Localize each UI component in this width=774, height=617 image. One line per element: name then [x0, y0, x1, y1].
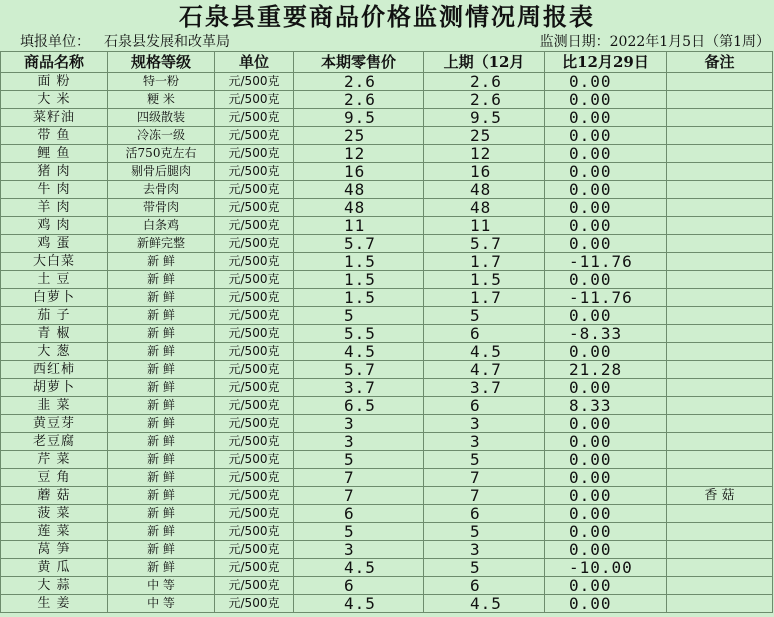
unit-cell: 元/500克 [215, 253, 294, 271]
spec-cell: 新 鲜 [108, 415, 215, 433]
table-body [1, 73, 773, 613]
note-cell [667, 109, 773, 127]
current-price-cell: 2.6 [294, 91, 424, 109]
current-price-cell: 4.5 [294, 595, 424, 613]
note-cell [667, 451, 773, 469]
note-cell [667, 469, 773, 487]
unit-cell: 元/500克 [215, 145, 294, 163]
change-cell: -11.76 [545, 289, 667, 307]
spec-cell: 新 鲜 [108, 361, 215, 379]
change-cell: 0.00 [545, 595, 667, 613]
spec-cell: 剔骨后腿肉 [108, 163, 215, 181]
previous-price-cell: 3 [424, 541, 545, 559]
header-change: 比12月29日 [545, 52, 667, 73]
previous-price-cell: 9.5 [424, 109, 545, 127]
change-cell: 0.00 [545, 181, 667, 199]
change-cell: 0.00 [545, 109, 667, 127]
unit-cell: 元/500克 [215, 109, 294, 127]
spec-cell: 特一粉 [108, 73, 215, 91]
product-name-cell: 老豆腐 [1, 433, 108, 451]
spec-cell: 新鲜完整 [108, 235, 215, 253]
note-cell [667, 577, 773, 595]
unit-cell: 元/500克 [215, 433, 294, 451]
unit-cell: 元/500克 [215, 217, 294, 235]
spec-cell: 新 鲜 [108, 433, 215, 451]
note-cell [667, 379, 773, 397]
unit-cell: 元/500克 [215, 397, 294, 415]
change-cell: 0.00 [545, 523, 667, 541]
previous-price-cell: 11 [424, 217, 545, 235]
spec-cell: 中 等 [108, 595, 215, 613]
product-name-cell: 鲤 鱼 [1, 145, 108, 163]
table-row [1, 109, 773, 127]
spec-cell: 新 鲜 [108, 289, 215, 307]
date-label: 监测日期： [539, 34, 610, 50]
previous-price-cell: 48 [424, 199, 545, 217]
note-cell [667, 307, 773, 325]
note-cell [667, 361, 773, 379]
current-price-cell: 3 [294, 541, 424, 559]
current-price-cell: 5 [294, 451, 424, 469]
previous-price-cell: 16 [424, 163, 545, 181]
spec-cell: 去骨肉 [108, 181, 215, 199]
previous-price-cell: 25 [424, 127, 545, 145]
note-cell [667, 595, 773, 613]
unit-cell: 元/500克 [215, 379, 294, 397]
previous-price-cell: 4.5 [424, 343, 545, 361]
unit-cell: 元/500克 [215, 307, 294, 325]
unit-cell: 元/500克 [215, 181, 294, 199]
table-row [1, 577, 773, 595]
current-price-cell: 16 [294, 163, 424, 181]
unit-cell: 元/500克 [215, 595, 294, 613]
spec-cell: 新 鲜 [108, 487, 215, 505]
reporter-name: 石泉县发展和改革局 [104, 34, 230, 50]
note-cell [667, 325, 773, 343]
spec-cell: 新 鲜 [108, 469, 215, 487]
change-cell: 21.28 [545, 361, 667, 379]
unit-cell: 元/500克 [215, 271, 294, 289]
note-cell [667, 505, 773, 523]
table-row [1, 523, 773, 541]
note-cell [667, 289, 773, 307]
unit-cell: 元/500克 [215, 559, 294, 577]
reporter-label: 填报单位： [20, 34, 90, 50]
spec-cell: 四级散装 [108, 109, 215, 127]
current-price-cell: 5 [294, 307, 424, 325]
table-row [1, 73, 773, 91]
table-row [1, 433, 773, 451]
previous-price-cell: 4.5 [424, 595, 545, 613]
note-cell [667, 343, 773, 361]
current-price-cell: 48 [294, 199, 424, 217]
previous-price-cell: 5 [424, 307, 545, 325]
product-name-cell: 菜籽油 [1, 109, 108, 127]
product-name-cell: 牛 肉 [1, 181, 108, 199]
previous-price-cell: 5 [424, 451, 545, 469]
note-cell [667, 217, 773, 235]
previous-price-cell: 6 [424, 505, 545, 523]
note-cell [667, 73, 773, 91]
note-cell [667, 163, 773, 181]
change-cell: -11.76 [545, 253, 667, 271]
unit-cell: 元/500克 [215, 523, 294, 541]
unit-cell: 元/500克 [215, 199, 294, 217]
spec-cell: 新 鲜 [108, 505, 215, 523]
change-cell: 0.00 [545, 415, 667, 433]
note-cell [667, 559, 773, 577]
change-cell: 0.00 [545, 235, 667, 253]
spec-cell: 新 鲜 [108, 271, 215, 289]
table-row [1, 451, 773, 469]
table-row [1, 127, 773, 145]
current-price-cell: 1.5 [294, 271, 424, 289]
change-cell: 0.00 [545, 487, 667, 505]
previous-price-cell: 6 [424, 577, 545, 595]
change-cell: 0.00 [545, 145, 667, 163]
table-row [1, 271, 773, 289]
change-cell: -8.33 [545, 325, 667, 343]
spec-cell: 新 鲜 [108, 523, 215, 541]
spec-cell: 新 鲜 [108, 253, 215, 271]
change-cell: 0.00 [545, 433, 667, 451]
change-cell: 0.00 [545, 379, 667, 397]
table-row [1, 379, 773, 397]
previous-price-cell: 4.7 [424, 361, 545, 379]
note-cell [667, 253, 773, 271]
unit-cell: 元/500克 [215, 415, 294, 433]
previous-price-cell: 1.5 [424, 271, 545, 289]
previous-price-cell: 2.6 [424, 91, 545, 109]
previous-price-cell: 5.7 [424, 235, 545, 253]
previous-price-cell: 1.7 [424, 253, 545, 271]
current-price-cell: 3 [294, 415, 424, 433]
previous-price-cell: 2.6 [424, 73, 545, 91]
table-row [1, 253, 773, 271]
current-price-cell: 7 [294, 469, 424, 487]
header-spec: 规格等级 [108, 52, 215, 73]
note-cell [667, 541, 773, 559]
unit-cell: 元/500克 [215, 361, 294, 379]
spec-cell: 活750克左右 [108, 145, 215, 163]
product-name-cell: 猪 肉 [1, 163, 108, 181]
spec-cell: 新 鲜 [108, 307, 215, 325]
spec-cell: 中 等 [108, 577, 215, 595]
unit-cell: 元/500克 [215, 73, 294, 91]
previous-price-cell: 5 [424, 523, 545, 541]
unit-cell: 元/500克 [215, 541, 294, 559]
previous-price-cell: 7 [424, 487, 545, 505]
product-name-cell: 黄 瓜 [1, 559, 108, 577]
change-cell: 0.00 [545, 127, 667, 145]
unit-cell: 元/500克 [215, 343, 294, 361]
current-price-cell: 6 [294, 577, 424, 595]
current-price-cell: 5 [294, 523, 424, 541]
product-name-cell: 茄 子 [1, 307, 108, 325]
table-row [1, 145, 773, 163]
table-row [1, 595, 773, 613]
report-title: 石泉县重要商品价格监测情况周报表 [179, 2, 595, 31]
previous-price-cell: 3 [424, 415, 545, 433]
product-name-cell: 豆 角 [1, 469, 108, 487]
change-cell: 0.00 [545, 199, 667, 217]
product-name-cell: 大 米 [1, 91, 108, 109]
change-cell: 0.00 [545, 343, 667, 361]
header-note: 备注 [667, 52, 773, 73]
table-row [1, 181, 773, 199]
product-name-cell: 生 姜 [1, 595, 108, 613]
current-price-cell: 5.7 [294, 361, 424, 379]
change-cell: 0.00 [545, 451, 667, 469]
change-cell: 0.00 [545, 505, 667, 523]
product-name-cell: 莴 笋 [1, 541, 108, 559]
unit-cell: 元/500克 [215, 235, 294, 253]
product-name-cell: 土 豆 [1, 271, 108, 289]
product-name-cell: 芹 菜 [1, 451, 108, 469]
table-row [1, 235, 773, 253]
unit-cell: 元/500克 [215, 487, 294, 505]
previous-price-cell: 48 [424, 181, 545, 199]
current-price-cell: 7 [294, 487, 424, 505]
change-cell: 0.00 [545, 541, 667, 559]
table-row [1, 361, 773, 379]
product-name-cell: 白萝卜 [1, 289, 108, 307]
spec-cell: 粳 米 [108, 91, 215, 109]
product-name-cell: 菠 菜 [1, 505, 108, 523]
product-name-cell: 莲 菜 [1, 523, 108, 541]
table-row [1, 343, 773, 361]
current-price-cell: 6.5 [294, 397, 424, 415]
product-name-cell: 大 葱 [1, 343, 108, 361]
previous-price-cell: 12 [424, 145, 545, 163]
change-cell: 0.00 [545, 217, 667, 235]
table-header-row [1, 52, 773, 73]
note-cell [667, 91, 773, 109]
current-price-cell: 12 [294, 145, 424, 163]
table-row [1, 541, 773, 559]
current-price-cell: 6 [294, 505, 424, 523]
spec-cell: 冷冻一级 [108, 127, 215, 145]
change-cell: 8.33 [545, 397, 667, 415]
header-unit: 单位 [215, 52, 294, 73]
price-table [0, 51, 773, 613]
product-name-cell: 鸡 蛋 [1, 235, 108, 253]
current-price-cell: 4.5 [294, 559, 424, 577]
report-info-row [0, 33, 774, 51]
header-product-name: 商品名称 [1, 52, 108, 73]
spec-cell: 新 鲜 [108, 379, 215, 397]
current-price-cell: 4.5 [294, 343, 424, 361]
change-cell: 0.00 [545, 91, 667, 109]
table-row [1, 289, 773, 307]
product-name-cell: 大白菜 [1, 253, 108, 271]
unit-cell: 元/500克 [215, 127, 294, 145]
product-name-cell: 青 椒 [1, 325, 108, 343]
note-cell [667, 181, 773, 199]
spec-cell: 新 鲜 [108, 343, 215, 361]
spec-cell: 新 鲜 [108, 397, 215, 415]
change-cell: 0.00 [545, 271, 667, 289]
table-row [1, 325, 773, 343]
product-name-cell: 西红柿 [1, 361, 108, 379]
header-current-price: 本期零售价 [294, 52, 424, 73]
product-name-cell: 蘑 菇 [1, 487, 108, 505]
note-cell [667, 145, 773, 163]
previous-price-cell: 5 [424, 559, 545, 577]
product-name-cell: 韭 菜 [1, 397, 108, 415]
spec-cell: 新 鲜 [108, 541, 215, 559]
product-name-cell: 鸡 肉 [1, 217, 108, 235]
current-price-cell: 1.5 [294, 289, 424, 307]
report-date: 2022年1月5日 [609, 34, 706, 50]
current-price-cell: 1.5 [294, 253, 424, 271]
table-row [1, 415, 773, 433]
previous-price-cell: 6 [424, 325, 545, 343]
report-week: （第1周） [705, 34, 770, 50]
previous-price-cell: 7 [424, 469, 545, 487]
change-cell: -10.00 [545, 559, 667, 577]
unit-cell: 元/500克 [215, 163, 294, 181]
change-cell: 0.00 [545, 73, 667, 91]
table-row [1, 307, 773, 325]
header-previous-price: 上期（12月 [424, 52, 545, 73]
unit-cell: 元/500克 [215, 505, 294, 523]
spec-cell: 白条鸡 [108, 217, 215, 235]
note-cell [667, 127, 773, 145]
change-cell: 0.00 [545, 163, 667, 181]
table-row [1, 505, 773, 523]
current-price-cell: 5.5 [294, 325, 424, 343]
current-price-cell: 3 [294, 433, 424, 451]
spec-cell: 带骨肉 [108, 199, 215, 217]
current-price-cell: 3.7 [294, 379, 424, 397]
date-info [540, 33, 770, 51]
current-price-cell: 2.6 [294, 73, 424, 91]
product-name-cell: 面 粉 [1, 73, 108, 91]
current-price-cell: 5.7 [294, 235, 424, 253]
current-price-cell: 9.5 [294, 109, 424, 127]
note-cell [667, 433, 773, 451]
table-row [1, 397, 773, 415]
previous-price-cell: 3.7 [424, 379, 545, 397]
product-name-cell: 胡萝卜 [1, 379, 108, 397]
unit-cell: 元/500克 [215, 91, 294, 109]
spec-cell: 新 鲜 [108, 559, 215, 577]
current-price-cell: 48 [294, 181, 424, 199]
current-price-cell: 11 [294, 217, 424, 235]
product-name-cell: 黄豆芽 [1, 415, 108, 433]
table-row [1, 163, 773, 181]
note-cell [667, 271, 773, 289]
note-cell: 香 菇 [667, 487, 773, 505]
product-name-cell: 大 蒜 [1, 577, 108, 595]
change-cell: 0.00 [545, 469, 667, 487]
spec-cell: 新 鲜 [108, 451, 215, 469]
unit-cell: 元/500克 [215, 469, 294, 487]
previous-price-cell: 6 [424, 397, 545, 415]
spec-cell: 新 鲜 [108, 325, 215, 343]
table-row [1, 559, 773, 577]
previous-price-cell: 1.7 [424, 289, 545, 307]
table-row [1, 487, 773, 505]
table-row [1, 469, 773, 487]
table-row [1, 217, 773, 235]
product-name-cell: 羊 肉 [1, 199, 108, 217]
table-row [1, 199, 773, 217]
note-cell [667, 415, 773, 433]
note-cell [667, 523, 773, 541]
note-cell [667, 199, 773, 217]
current-price-cell: 25 [294, 127, 424, 145]
table-row [1, 91, 773, 109]
reporter-info [20, 33, 230, 51]
change-cell: 0.00 [545, 577, 667, 595]
unit-cell: 元/500克 [215, 577, 294, 595]
note-cell [667, 235, 773, 253]
unit-cell: 元/500克 [215, 451, 294, 469]
change-cell: 0.00 [545, 307, 667, 325]
unit-cell: 元/500克 [215, 289, 294, 307]
unit-cell: 元/500克 [215, 325, 294, 343]
note-cell [667, 397, 773, 415]
previous-price-cell: 3 [424, 433, 545, 451]
product-name-cell: 带 鱼 [1, 127, 108, 145]
